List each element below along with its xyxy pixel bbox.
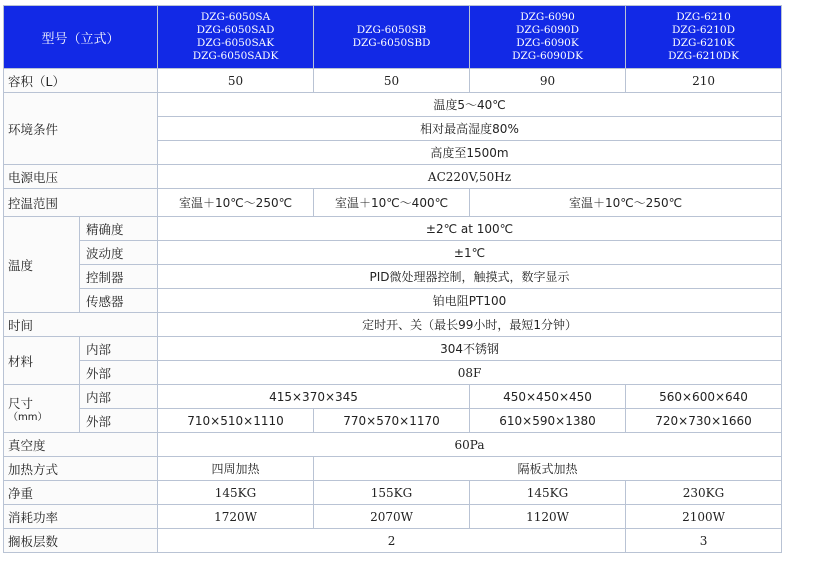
sub-label: 波动度: [80, 241, 158, 265]
row-label: 消耗功率: [4, 505, 158, 529]
environment-value: 高度至1500m: [158, 141, 782, 165]
row-label: 电源电压: [4, 165, 158, 189]
power-consumption-value: 2070W: [314, 505, 470, 529]
weight-value: 145KG: [470, 481, 626, 505]
temperature-row: [4, 241, 782, 265]
temperature-value: 铂电阻PT100: [158, 289, 782, 313]
power-consumption-value: 1120W: [470, 505, 626, 529]
model-name: DZG-6090D: [516, 24, 580, 36]
row-label: 真空度: [4, 433, 158, 457]
sub-label: 精确度: [80, 217, 158, 241]
model-header-label: 型号（立式）: [4, 6, 158, 69]
material-value: 304不锈钢: [158, 337, 782, 361]
row-label: 控温范围: [4, 189, 158, 217]
model-name: DZG-6210K: [672, 37, 735, 49]
capacity-value: 210: [626, 69, 782, 93]
vacuum-value: 60Pa: [158, 433, 782, 457]
material-value: 08F: [158, 361, 782, 385]
heating-value: 四周加热: [158, 457, 314, 481]
size-row: [4, 409, 782, 433]
weight-value: 145KG: [158, 481, 314, 505]
model-name: DZG-6050SADK: [192, 50, 279, 62]
power-row: [4, 165, 782, 189]
row-label: 时间: [4, 313, 158, 337]
size-row: [4, 385, 782, 409]
row-label: 加热方式: [4, 457, 158, 481]
temp-range-row: [4, 189, 782, 217]
sub-label: 外部: [80, 409, 158, 433]
spec-table: [3, 5, 782, 553]
sub-label: 控制器: [80, 265, 158, 289]
size-value: 610×590×1380: [470, 409, 626, 433]
size-value: 450×450×450: [470, 385, 626, 409]
row-label: 容积（L）: [4, 69, 158, 93]
vacuum-row: [4, 433, 782, 457]
environment-value: 温度5～40℃: [158, 93, 782, 117]
model-name: DZG-6210: [676, 11, 731, 23]
model-name: DZG-6210D: [672, 24, 736, 36]
row-label: 净重: [4, 481, 158, 505]
weight-value: 155KG: [314, 481, 470, 505]
model-cell-6210: [626, 6, 782, 69]
capacity-value: 50: [314, 69, 470, 93]
model-name: DZG-6050SBD: [352, 37, 431, 49]
material-row: [4, 361, 782, 385]
heating-value: 隔板式加热: [314, 457, 782, 481]
sub-label: 传感器: [80, 289, 158, 313]
sub-label: 内部: [80, 385, 158, 409]
header-row: [4, 6, 782, 69]
shelves-value: 2: [158, 529, 626, 553]
row-label: 材料: [4, 337, 80, 385]
shelves-row: [4, 529, 782, 553]
model-name: DZG-6090: [520, 11, 575, 23]
weight-row: [4, 481, 782, 505]
shelves-value: 3: [626, 529, 782, 553]
size-value: 770×570×1170: [314, 409, 470, 433]
capacity-row: [4, 69, 782, 93]
sub-label: 外部: [80, 361, 158, 385]
sub-label: 内部: [80, 337, 158, 361]
weight-value: 230KG: [626, 481, 782, 505]
size-value: 710×510×1110: [158, 409, 314, 433]
timer-row: [4, 313, 782, 337]
size-value: 415×370×345: [158, 385, 470, 409]
temperature-value: ±2℃ at 100℃: [158, 217, 782, 241]
temp-range-value: 室温＋10℃～400℃: [314, 189, 470, 217]
model-name: DZG-6210DK: [668, 50, 739, 62]
power-consumption-row: [4, 505, 782, 529]
size-label-cell: [4, 385, 80, 433]
model-name: DZG-6050SAD: [196, 24, 275, 36]
power-consumption-value: 2100W: [626, 505, 782, 529]
row-label: 搁板层数: [4, 529, 158, 553]
model-cell-6050sa: [158, 6, 314, 69]
model-name: DZG-6050SB: [356, 24, 427, 36]
capacity-value: 90: [470, 69, 626, 93]
temp-range-value: 室温＋10℃～250℃: [470, 189, 782, 217]
size-value: 560×600×640: [626, 385, 782, 409]
temperature-value: PID微处理器控制，触摸式，数字显示: [158, 265, 782, 289]
row-label: 温度: [4, 217, 80, 313]
temp-range-value: 室温＋10℃～250℃: [158, 189, 314, 217]
size-value: 720×730×1660: [626, 409, 782, 433]
environment-value: 相对最高湿度80%: [158, 117, 782, 141]
model-name: DZG-6050SAK: [196, 37, 275, 49]
timer-value: 定时开、关（最长99小时，最短1分钟）: [158, 313, 782, 337]
row-label: 尺寸: [8, 395, 34, 411]
model-name: DZG-6050SA: [200, 11, 271, 23]
temperature-row: [4, 217, 782, 241]
power-consumption-value: 1720W: [158, 505, 314, 529]
capacity-value: 50: [158, 69, 314, 93]
unit-label: （mm）: [8, 411, 48, 423]
temperature-value: ±1℃: [158, 241, 782, 265]
environment-row: [4, 93, 782, 117]
model-cell-6090: [470, 6, 626, 69]
model-cell-6050sb: [314, 6, 470, 69]
power-value: AC220V,50Hz: [158, 165, 782, 189]
temperature-row: [4, 289, 782, 313]
temperature-row: [4, 265, 782, 289]
material-row: [4, 337, 782, 361]
row-label: 环境条件: [4, 93, 158, 165]
model-name: DZG-6090DK: [512, 50, 583, 62]
model-name: DZG-6090K: [516, 37, 579, 49]
heating-row: [4, 457, 782, 481]
